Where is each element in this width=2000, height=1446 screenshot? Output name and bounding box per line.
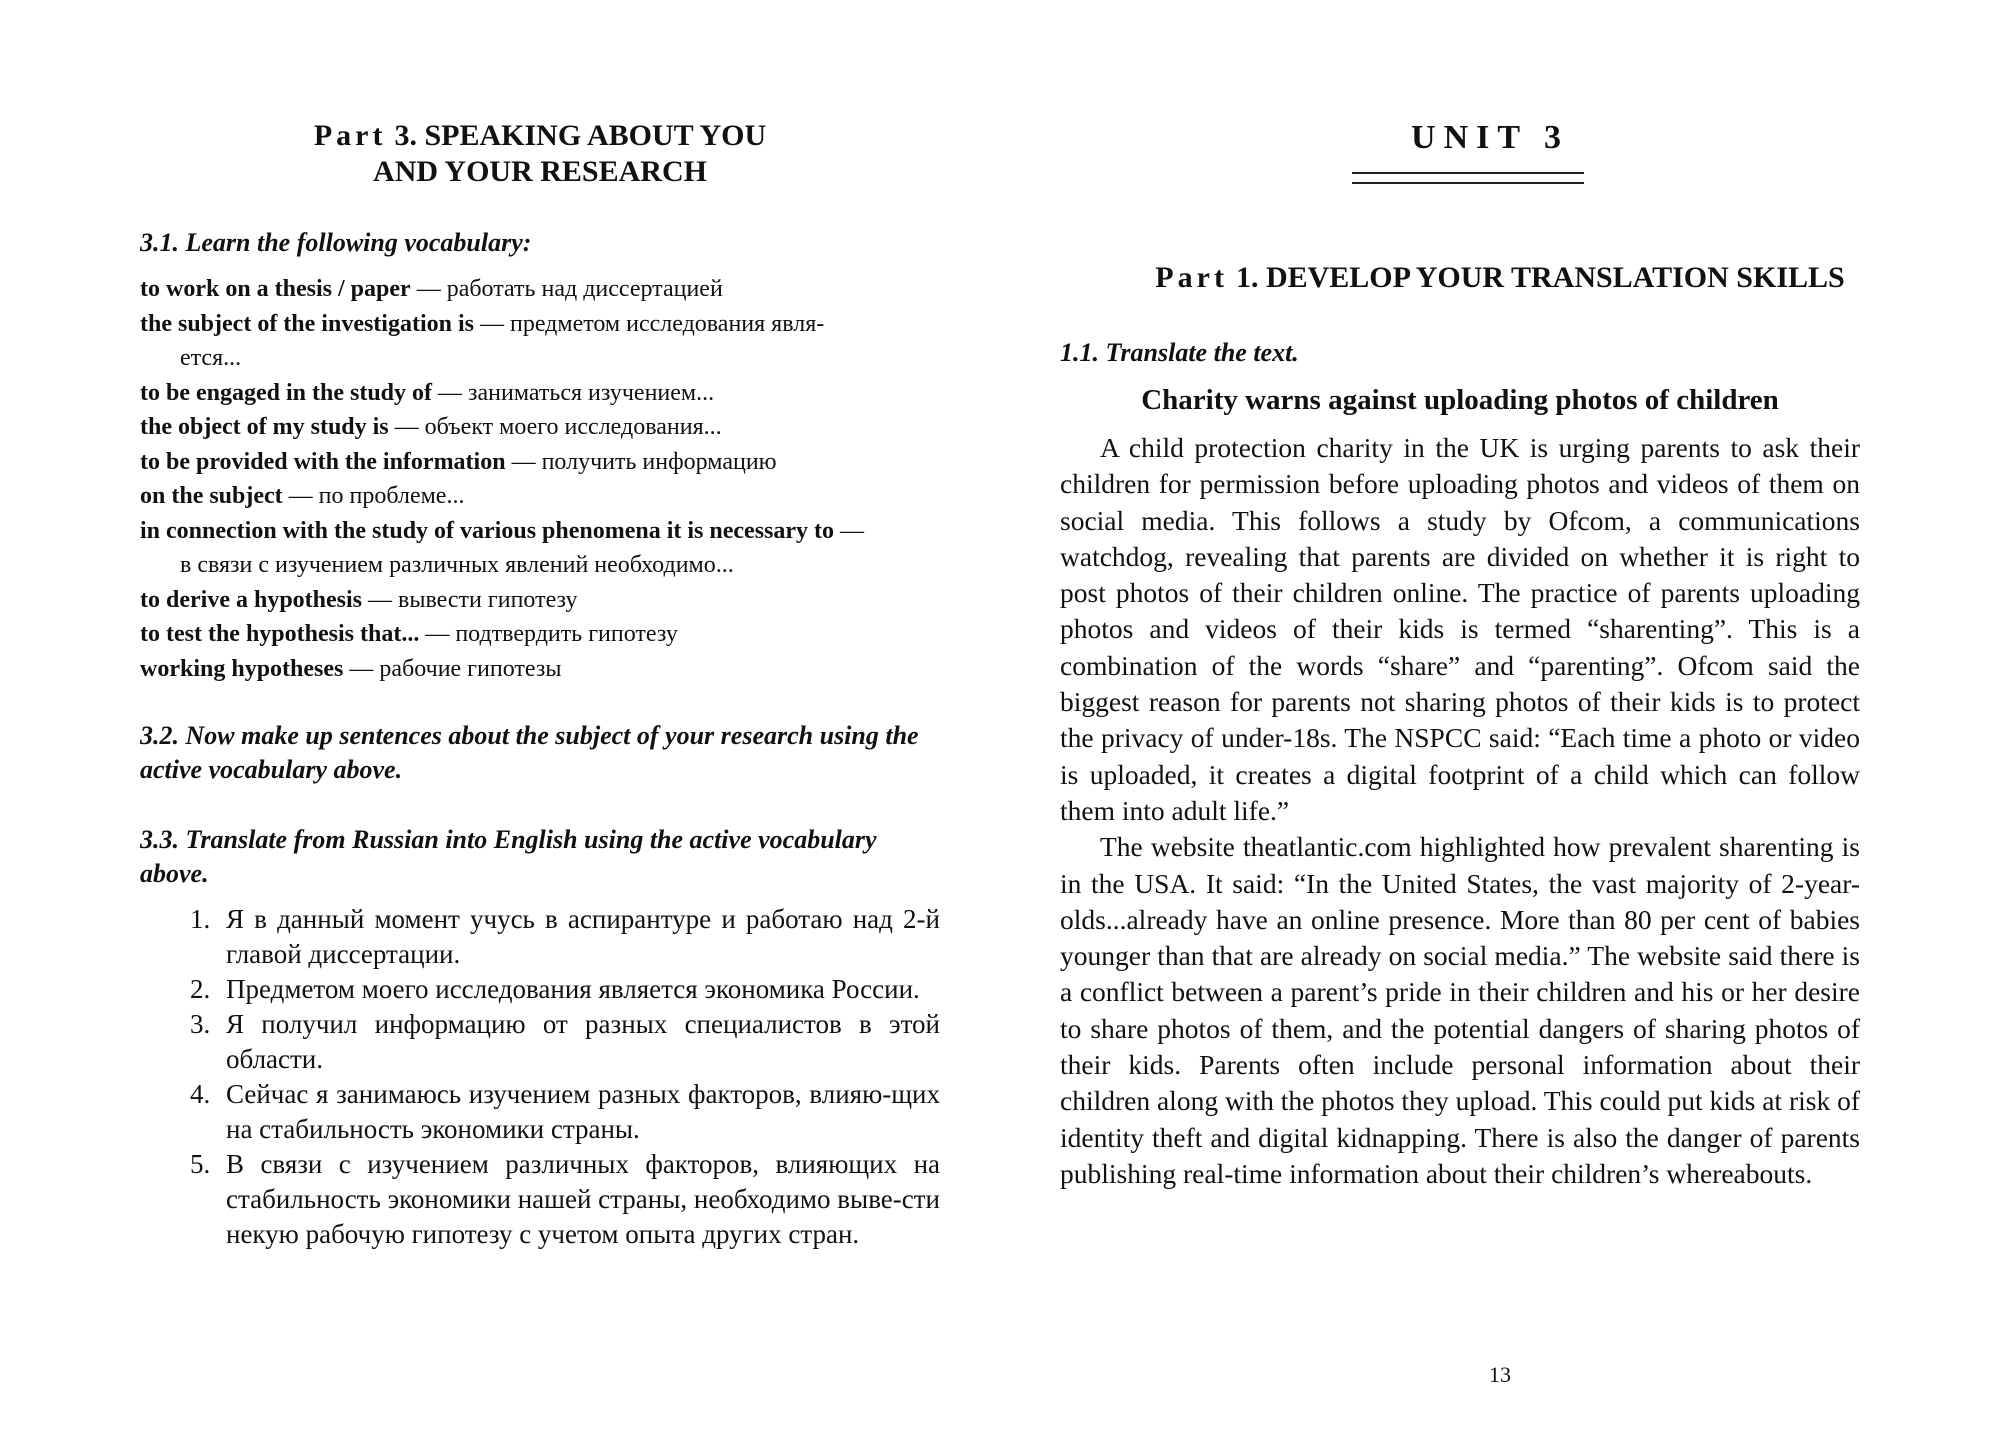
part-heading-line2: AND YOUR RESEARCH (373, 155, 707, 188)
vocab-entry: to work on a thesis / paper — работать над диссертацией (140, 276, 723, 302)
vocab-entry: the object of my study is — объект моего исследования... (140, 414, 722, 440)
vocab-term: on the subject (140, 483, 283, 509)
article-title: Charity warns against uploading photos of children (1141, 384, 1779, 416)
part-heading-line1: 3. SPEAKING ABOUT YOU (394, 119, 767, 152)
section-3-1-title: 3.1. Learn the following vocabulary: (140, 228, 532, 257)
section-3-3-title: 3.3. Translate from Russian into English using the active vocabulary above. (140, 825, 877, 888)
vocab-entry: to be engaged in the study of — заниматься изучением... (140, 379, 715, 406)
vocab-translation: рабочие гипотезы (379, 655, 562, 682)
vocab-translation: получить информацию (541, 448, 777, 475)
vocab-entry: working hypotheses — рабочие гипотезы (140, 655, 562, 682)
list-item (190, 1147, 940, 1252)
list-item-text: Я в данный момент учусь в аспирантуре и работаю над 2-й главой диссертации. (226, 904, 940, 969)
section-3-2-title: 3.2. Now make up sentences about the subject of your research using the active vocabulary above. (140, 721, 919, 784)
list-item-number: 2. (190, 974, 211, 1004)
vocab-entry: to test the hypothesis that... — подтвердить гипотезу (140, 621, 678, 647)
vocab-term: to work on a thesis / paper (140, 276, 411, 302)
part-1-heading (1100, 260, 1900, 296)
list-item-text: В связи с изучением различных факторов, влияющих на стабильность экономики нашей страны, необходимо выве-сти некую рабочую гипотезу с учетом опыта других стран. (226, 1149, 940, 1249)
vocab-entry: in connection with the study of various phenomena it is necessary to — в связи с изучением различных явлений необходимо... (140, 514, 940, 583)
list-item (190, 1007, 940, 1077)
vocab-translation: предметом исследования явля- (509, 310, 825, 337)
list-item-text: Предметом моего исследования является экономика России. (226, 974, 920, 1004)
article-body (1060, 430, 1860, 1192)
vocab-term: in connection with the study of various phenomena it is necessary to (140, 517, 835, 544)
vocab-entry: on the subject — по проблеме... (140, 483, 465, 509)
vocab-translation: подтвердить гипотезу (455, 621, 678, 647)
vocab-entry: the subject of the investigation is — предметом исследования явля- ется... (140, 307, 940, 376)
vocabulary-list (140, 272, 940, 686)
part-3-heading (140, 118, 940, 190)
vocab-translation: по проблеме... (318, 483, 465, 509)
vocab-translation: объект моего исследования... (424, 414, 722, 440)
list-item (190, 902, 940, 972)
vocab-translation: работать над диссертацией (446, 276, 723, 302)
vocab-continuation: ется... (180, 345, 242, 371)
vocab-term: to be provided with the information (140, 448, 506, 475)
list-item (190, 1077, 940, 1147)
list-item (190, 972, 940, 1007)
unit-title-underline (1352, 172, 1584, 184)
vocab-term: to derive a hypothesis (140, 586, 362, 613)
list-item-text: Сейчас я занимаюсь изучением разных факторов, влияю-щих на стабильность экономики страны. (226, 1079, 940, 1144)
part-word: Part (1155, 261, 1228, 294)
section-1-1-title: 1.1. Translate the text. (1060, 338, 1299, 367)
vocab-term: the subject of the investigation is (140, 310, 474, 337)
part-heading-text: 1. DEVELOP YOUR TRANSLATION SKILLS (1235, 261, 1845, 294)
vocab-term: to be engaged in the study of (140, 379, 433, 406)
vocab-term: working hypotheses (140, 655, 344, 682)
list-item-text: Я получил информацию от разных специалистов в этой области. (226, 1009, 940, 1074)
part-word: Part (313, 119, 387, 152)
vocab-translation: вывести гипотезу (398, 586, 578, 613)
vocab-entry: to be provided with the information — получить информацию (140, 448, 777, 475)
article-paragraph: The website theatlantic.com highlighted how prevalent sharenting is in the USA. It said: “In the United States, the vast majority of 2-year-olds...already have an online presence. More than 80 per cent of babies younger than that are already on social media.” The website said there is a conflict between a parent’s pride in their children and his or her desire to share photos of them, and the potential dangers of sharing photos of their kids. Parents often include personal information about their children along with the photos they upload. This could put kids at risk of identity theft and digital kidnapping. There is also the danger of parents publishing real-time information about their children’s whereabouts. (1060, 831, 1860, 1189)
vocab-translation: заниматься изучением... (468, 379, 715, 406)
list-item-number: 5. (190, 1149, 211, 1179)
list-item-number: 1. (190, 904, 211, 934)
vocab-continuation: в связи с изучением различных явлений необходимо... (180, 552, 734, 578)
list-item-number: 3. (190, 1009, 211, 1039)
translation-sentences (190, 902, 940, 1252)
vocab-entry: to derive a hypothesis — вывести гипотезу (140, 586, 578, 613)
vocab-term: the object of my study is (140, 414, 389, 440)
page-number: 13 (1489, 1362, 1511, 1387)
list-item-number: 4. (190, 1079, 211, 1109)
right-page (1000, 0, 2000, 1446)
unit-title: UNIT 3 (1411, 119, 1569, 156)
vocab-term: to test the hypothesis that... (140, 621, 420, 647)
article-paragraph: A child protection charity in the UK is urging parents to ask their children for permission before uploading photos and videos of them on social media. This follows a study by Ofcom, a communications watchdog, revealing that parents are divided on whether it is right to post photos of their children online. The practice of parents uploading photos and videos of their kids is termed “sharenting”. This is a combination of the words “share” and “parenting”. Ofcom said the biggest reason for parents not sharing photos of their kids is to protect the privacy of under-18s. The NSPCC said: “Each time a photo or video is uploaded, it creates a digital footprint of a child which can follow them into adult life.” (1060, 432, 1860, 826)
